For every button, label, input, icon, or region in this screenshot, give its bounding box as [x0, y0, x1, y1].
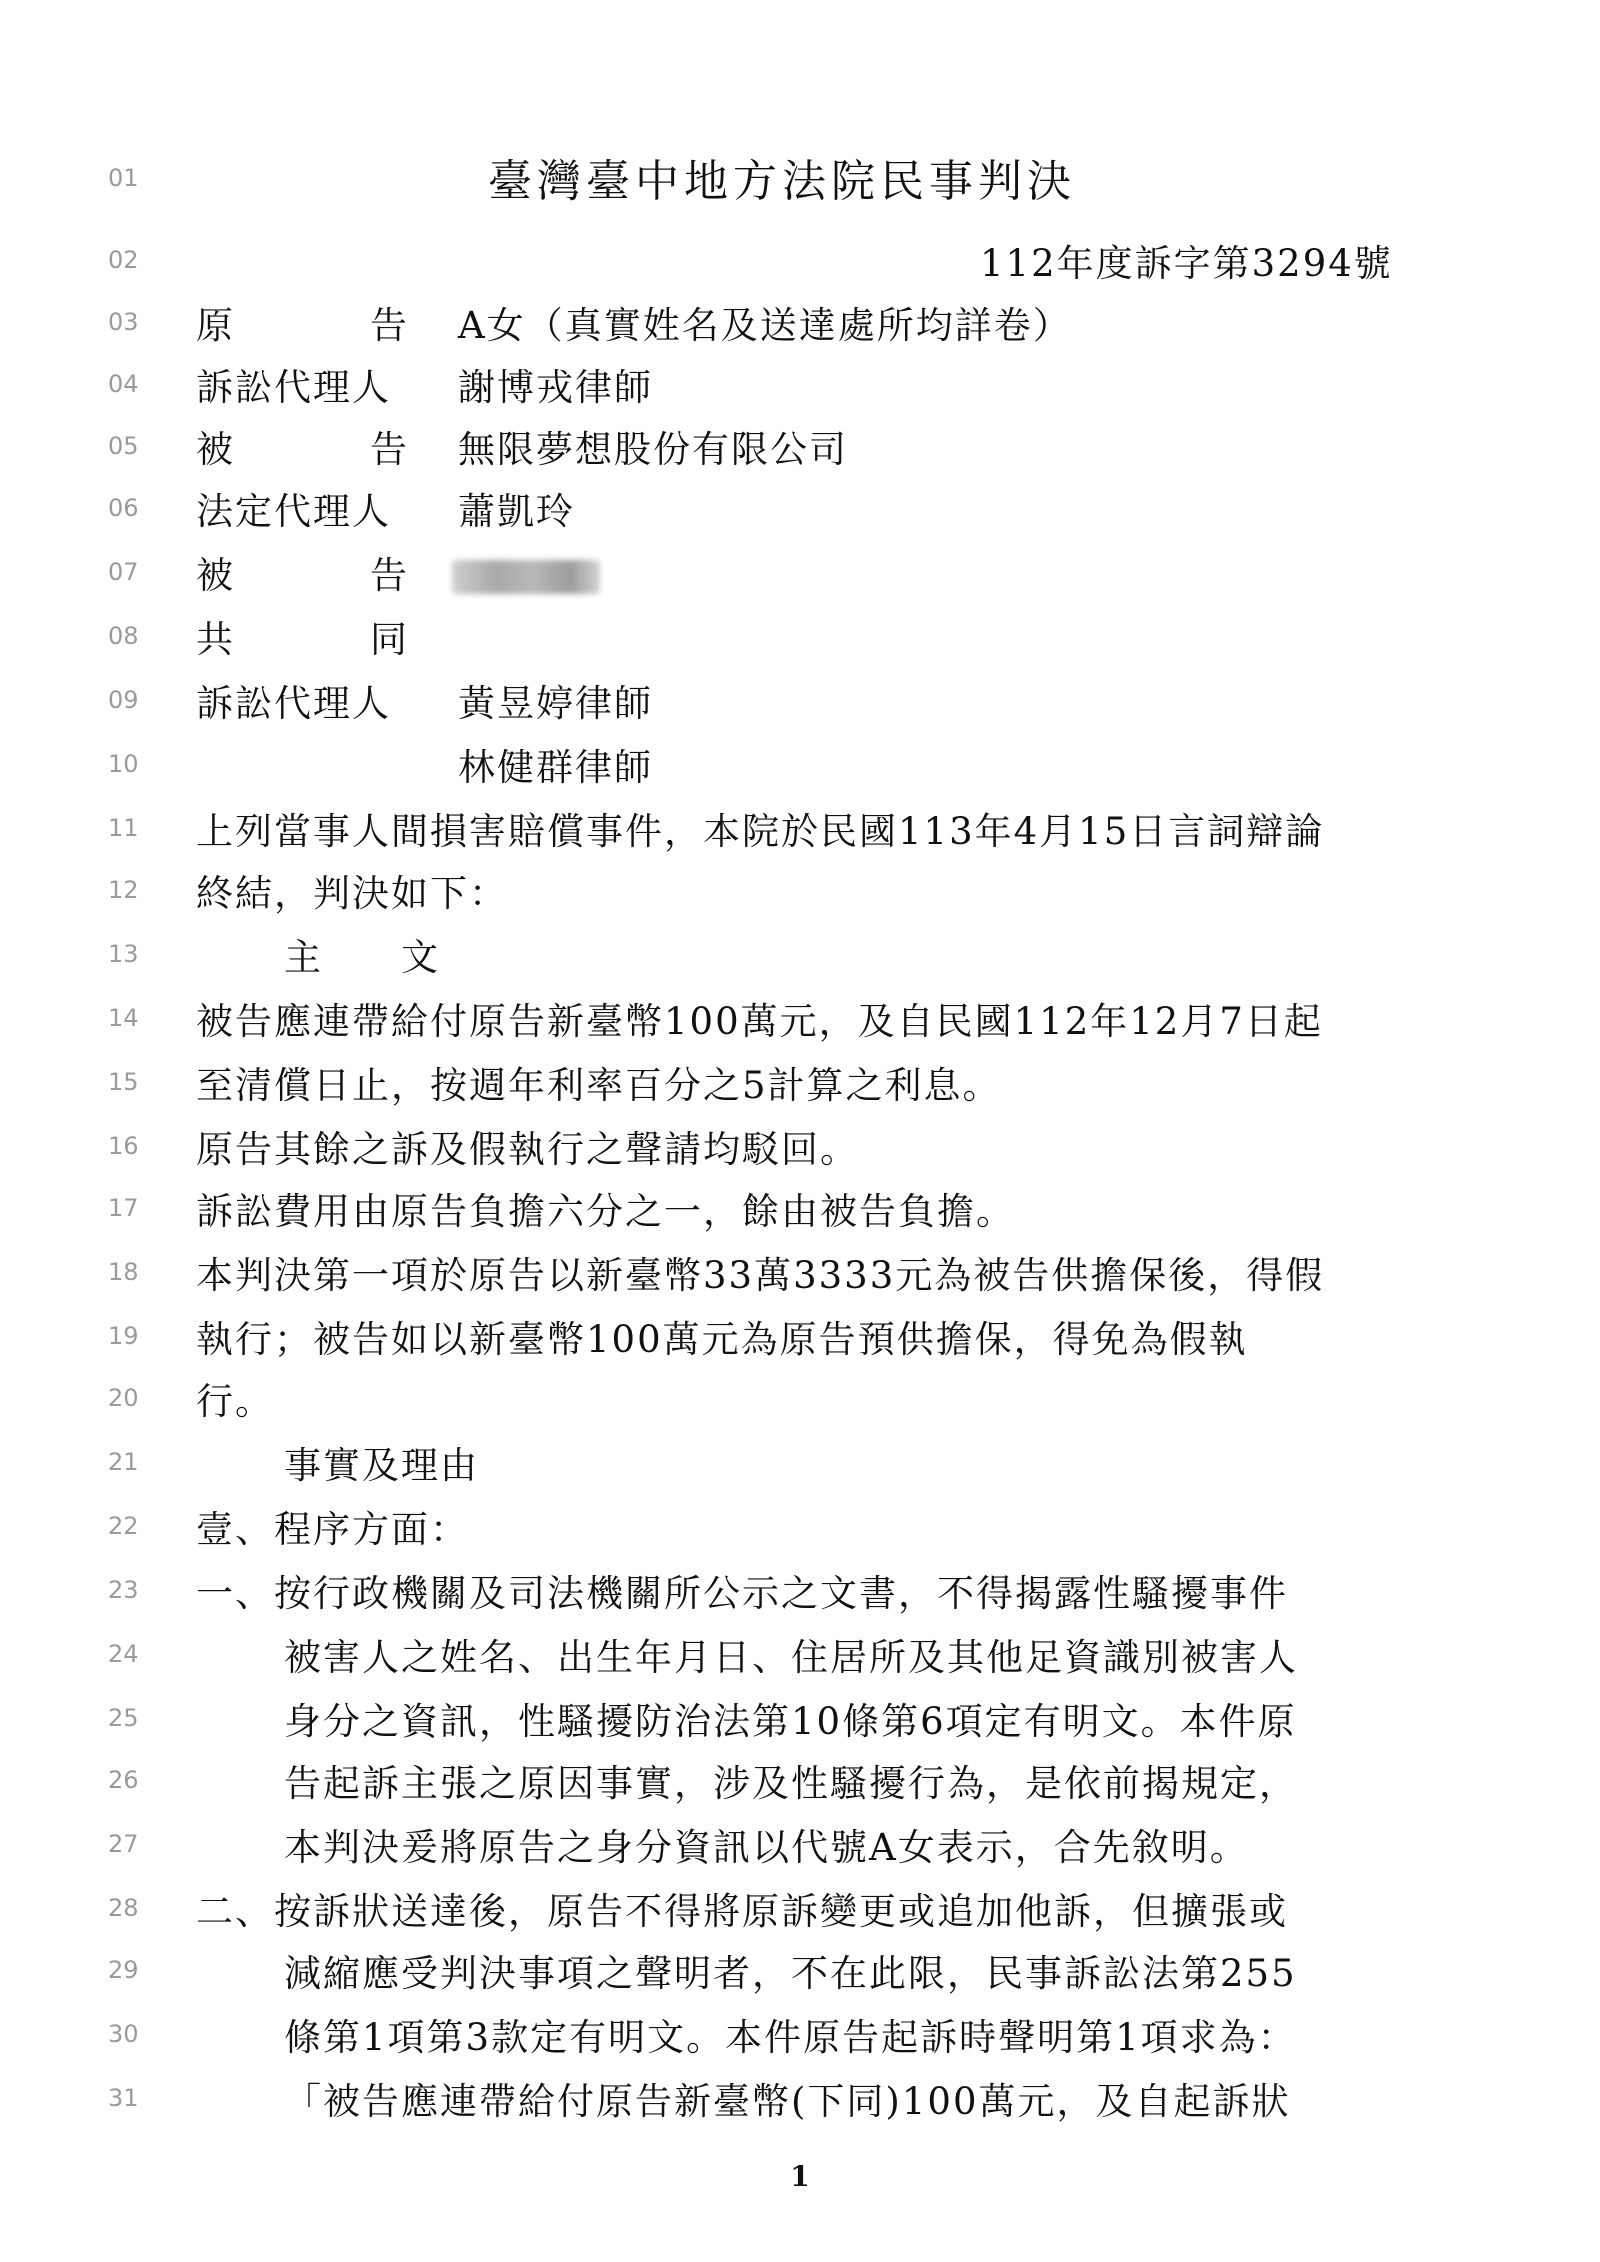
- joint-agent-2: 林健群律師: [458, 746, 653, 789]
- line-number: 25: [108, 1704, 139, 1732]
- line-number: 26: [108, 1766, 139, 1794]
- line-number: 15: [108, 1068, 139, 1096]
- body-text: 「被告應連帶給付原告新臺幣(下同)100萬元，及自起訴狀: [284, 2080, 1291, 2123]
- case-number: 112年度訴字第3294號: [980, 242, 1393, 285]
- party-label: 訴訟代理人: [196, 682, 391, 725]
- plaintiff-agent: 謝博戎律師: [458, 366, 653, 409]
- line-21: [0, 1434, 1600, 1498]
- line-12: [0, 862, 1600, 926]
- body-text: 條第1項第3款定有明文。本件原告起訴時聲明第1項求為：: [284, 2016, 1297, 2059]
- body-text: 一、按行政機關及司法機關所公示之文書，不得揭露性騷擾事件: [196, 1572, 1288, 1615]
- line-03: [0, 294, 1600, 358]
- line-number: 13: [108, 940, 139, 968]
- line-number: 23: [108, 1576, 139, 1604]
- line-31: [0, 2070, 1600, 2134]
- document-title: 臺灣臺中地方法院民事判決: [488, 156, 1076, 207]
- line-18: [0, 1244, 1600, 1308]
- line-25: [0, 1690, 1600, 1754]
- party-label: 被: [196, 554, 233, 597]
- line-number: 19: [108, 1322, 139, 1350]
- party-label: 同: [370, 618, 407, 661]
- line-number: 04: [108, 370, 139, 398]
- body-text: 本判決爰將原告之身分資訊以代號A女表示，合先敘明。: [284, 1826, 1249, 1869]
- line-04: [0, 356, 1600, 420]
- body-text: 訴訟費用由原告負擔六分之一，餘由被告負擔。: [196, 1190, 1015, 1233]
- line-01: [0, 150, 1600, 214]
- line-number: 16: [108, 1132, 139, 1160]
- line-number: 05: [108, 432, 139, 460]
- line-number: 07: [108, 558, 139, 586]
- body-text: 身分之資訊，性騷擾防治法第10條第6項定有明文。本件原: [284, 1700, 1297, 1743]
- joint-agent-1: 黃昱婷律師: [458, 682, 653, 725]
- body-text: 終結，判決如下：: [196, 872, 508, 915]
- subsection-heading: 壹、程序方面：: [196, 1508, 469, 1551]
- line-number: 03: [108, 308, 139, 336]
- line-17: [0, 1180, 1600, 1244]
- line-02: [0, 232, 1600, 296]
- body-text: 被告應連帶給付原告新臺幣100萬元，及自民國112年12月7日起: [196, 1000, 1323, 1043]
- line-number: 01: [108, 164, 139, 192]
- party-label: 訴訟代理人: [196, 366, 391, 409]
- line-number: 02: [108, 246, 139, 274]
- body-text: 行。: [196, 1380, 274, 1423]
- line-11: [0, 800, 1600, 864]
- line-28: [0, 1880, 1600, 1944]
- line-26: [0, 1752, 1600, 1816]
- line-number: 11: [108, 814, 139, 842]
- body-text: 被害人之姓名、出生年月日、住居所及其他足資識別被害人: [284, 1636, 1298, 1679]
- line-number: 17: [108, 1194, 139, 1222]
- line-29: [0, 1942, 1600, 2006]
- defendant-company: 無限夢想股份有限公司: [458, 428, 848, 471]
- line-number: 20: [108, 1384, 139, 1412]
- body-text: 至清償日止，按週年利率百分之5計算之利息。: [196, 1064, 1002, 1107]
- line-number: 18: [108, 1258, 139, 1286]
- line-number: 29: [108, 1956, 139, 1984]
- body-text: 告起訴主張之原因事實，涉及性騷擾行為，是依前揭規定，: [284, 1762, 1298, 1805]
- line-number: 14: [108, 1004, 139, 1032]
- line-10: [0, 736, 1600, 800]
- line-19: [0, 1308, 1600, 1372]
- section-heading-facts: 事實及理由: [284, 1444, 479, 1487]
- line-15: [0, 1054, 1600, 1118]
- line-22: [0, 1498, 1600, 1562]
- line-number: 10: [108, 750, 139, 778]
- party-label: 告: [370, 554, 407, 597]
- body-text: 原告其餘之訴及假執行之聲請均駁回。: [196, 1128, 859, 1171]
- line-number: 12: [108, 876, 139, 904]
- body-text: 本判決第一項於原告以新臺幣33萬3333元為被告供擔保後，得假: [196, 1254, 1325, 1297]
- party-label: 告: [370, 428, 407, 471]
- line-27: [0, 1816, 1600, 1880]
- line-number: 08: [108, 622, 139, 650]
- line-06: [0, 480, 1600, 544]
- line-number: 31: [108, 2084, 139, 2112]
- body-text: 執行；被告如以新臺幣100萬元為原告預供擔保，得免為假執: [196, 1318, 1248, 1361]
- line-number: 24: [108, 1640, 139, 1668]
- body-text: 減縮應受判決事項之聲明者，不在此限，民事訴訟法第255: [284, 1952, 1297, 1995]
- party-label: 原: [196, 304, 233, 347]
- line-number: 28: [108, 1894, 139, 1922]
- line-07: [0, 544, 1600, 608]
- party-label: 告: [370, 304, 407, 347]
- line-number: 21: [108, 1448, 139, 1476]
- line-08: [0, 608, 1600, 672]
- section-heading-main-text: 主 文: [284, 936, 440, 979]
- line-number: 09: [108, 686, 139, 714]
- line-number: 06: [108, 494, 139, 522]
- line-24: [0, 1626, 1600, 1690]
- body-text: 上列當事人間損害賠償事件，本院於民國113年4月15日言詞辯論: [196, 810, 1325, 853]
- line-number: 30: [108, 2020, 139, 2048]
- party-label: 被: [196, 428, 233, 471]
- party-label: 法定代理人: [196, 490, 391, 533]
- line-23: [0, 1562, 1600, 1626]
- line-05: [0, 418, 1600, 482]
- line-09: [0, 672, 1600, 736]
- line-number: 22: [108, 1512, 139, 1540]
- line-20: [0, 1370, 1600, 1434]
- plaintiff-name: A女（真實姓名及送達處所均詳卷）: [458, 304, 1072, 347]
- party-label: 共: [196, 618, 233, 661]
- legal-representative: 蕭凱玲: [458, 490, 575, 533]
- line-number: 27: [108, 1830, 139, 1858]
- redacted-name: [452, 560, 600, 594]
- line-16: [0, 1118, 1600, 1182]
- page-number: 1: [790, 2160, 810, 2193]
- body-text: 二、按訴狀送達後，原告不得將原訴變更或追加他訴，但擴張或: [196, 1890, 1288, 1933]
- line-14: [0, 990, 1600, 1054]
- line-30: [0, 2006, 1600, 2070]
- line-13: [0, 926, 1600, 990]
